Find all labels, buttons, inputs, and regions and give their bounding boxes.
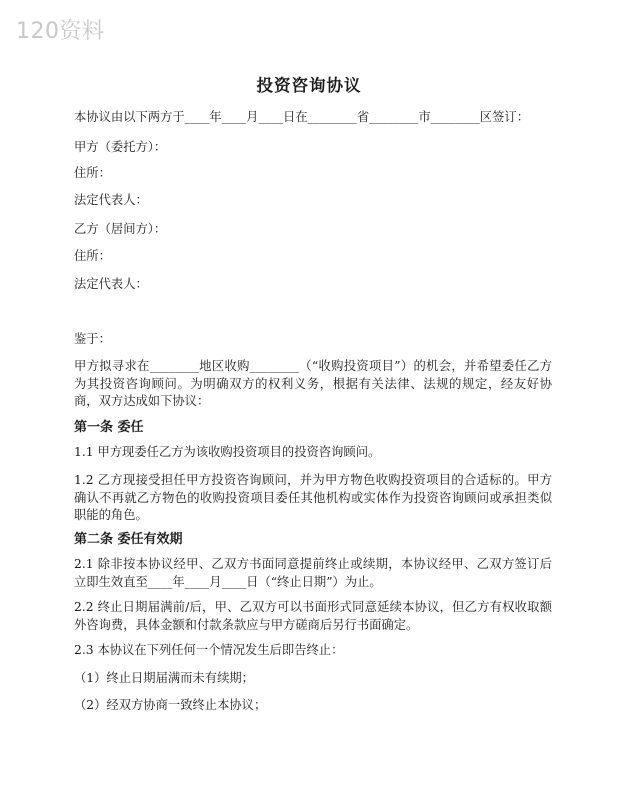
clause-1-2: 1.2 乙方现接受担任甲方投资咨询顾问，并为甲方物色收购投资项目的合适标的。甲方确认不再就乙方物色的收购投资项目委任其他机构或实体作为投资咨询顾问或承担类似职能的角色。	[74, 473, 552, 522]
clause-2-1: 2.1 除非按本协议经甲、乙双方书面同意提前终止或续期，本协议经甲、乙双方签订后立即生效直至____年____月____日（“终止日期”）为止。	[74, 557, 552, 589]
document-title: 投资咨询协议	[256, 76, 362, 95]
intro-line: 本协议由以下两方于____年____月____日在________省________市________区签订：	[74, 110, 529, 124]
clause-2-3-item-2: （2）经双方协商一致终止本协议；	[74, 698, 267, 712]
party-a-label: 甲方（委托方）：	[74, 140, 167, 154]
clause-1-1: 1.1 甲方现委任乙方为该收购投资项目的投资咨询顾问。	[74, 445, 381, 459]
party-b-address: 住所：	[74, 249, 111, 263]
clause-2-3-item-1: （1）终止日期届满而未有续期；	[74, 671, 254, 685]
watermark: 120资料	[16, 19, 105, 44]
recital-paragraph: 甲方拟寻求在________地区收购________（“收购投资项目”）的机会，并希望委任乙方为其投资咨询顾问。为明确双方的权利义务，根据有关法律、法规的规定，经友好协商，双方达成如下协议：	[74, 359, 552, 408]
article-1-heading: 第一条 委任	[74, 420, 144, 435]
party-a-representative: 法定代表人：	[74, 193, 148, 207]
party-b-label: 乙方（居间方）：	[74, 222, 167, 236]
clause-2-3: 2.3 本协议在下列任何一个情况发生后即告终止：	[74, 643, 344, 657]
clause-2-2: 2.2 终止日期届满前/后，甲、乙双方可以书面形式同意延续本协议，但乙方有权收取额外咨询费，具体金额和付款条款应与甲方磋商后另行书面确定。	[74, 600, 552, 632]
whereas-label: 鉴于：	[74, 332, 111, 346]
party-a-address: 住所：	[74, 166, 111, 180]
party-b-representative: 法定代表人：	[74, 277, 148, 291]
article-2-heading: 第二条 委任有效期	[74, 532, 183, 547]
